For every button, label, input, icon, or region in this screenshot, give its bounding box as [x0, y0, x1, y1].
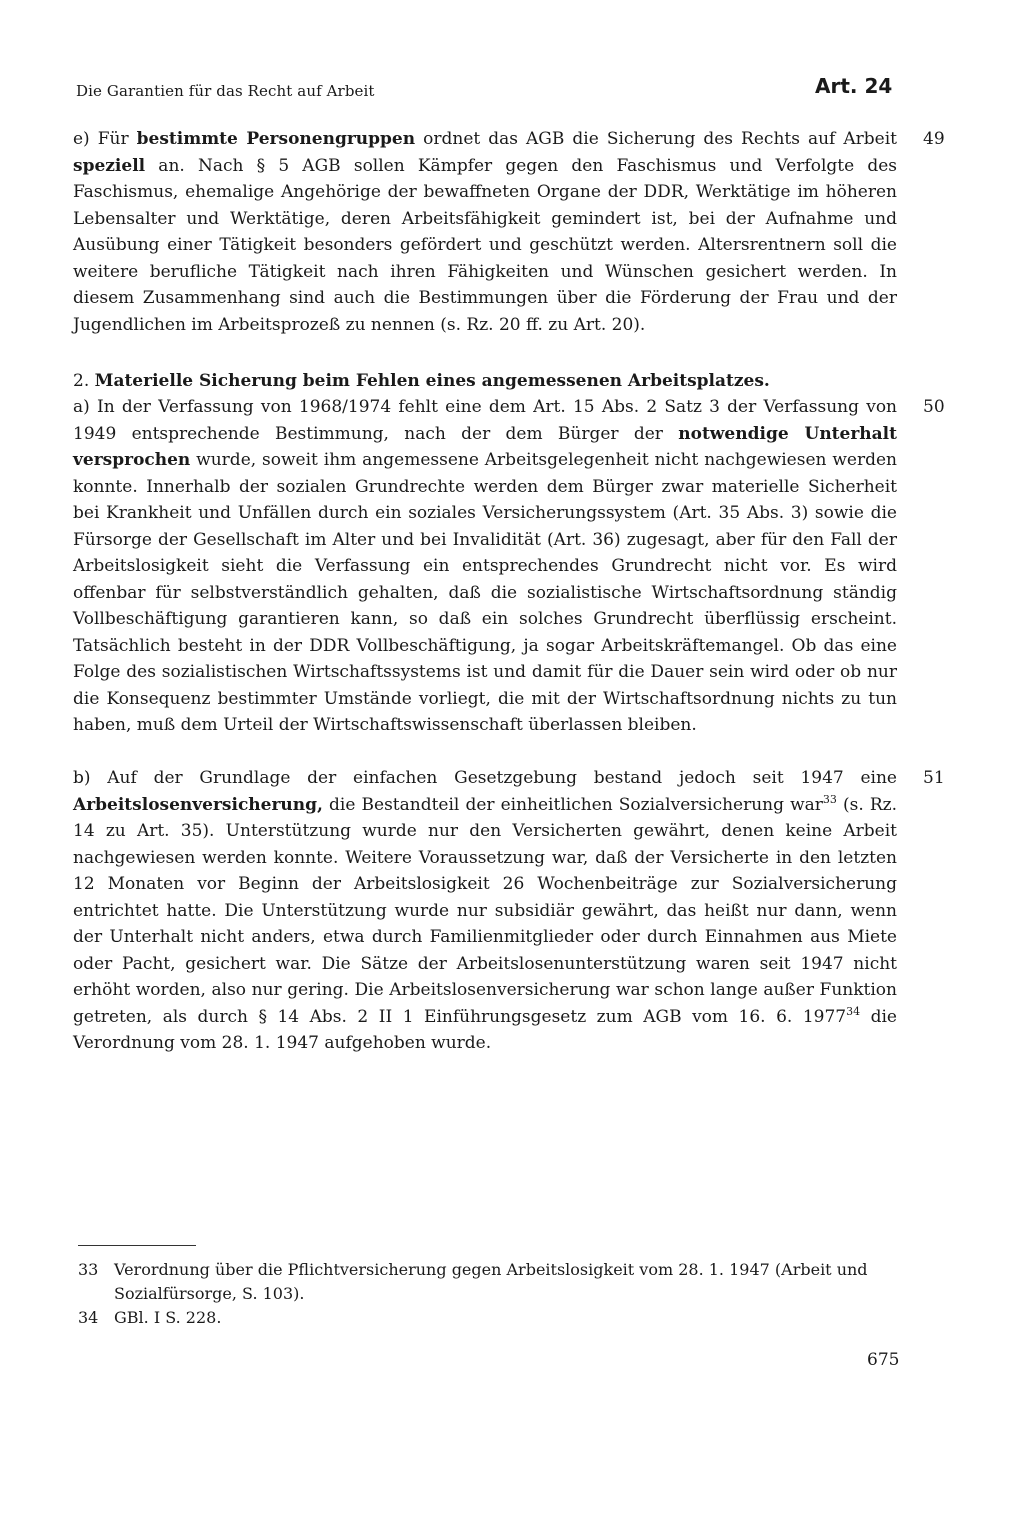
text-run: ordnet das AGB die Sicherung des Rechts auf Arbeit [415, 129, 897, 149]
article-label: Art. 24 [815, 74, 893, 98]
footnote-text: Verordnung über die Pflichtversicherung gegen Arbeitslosigkeit vom 28. 1. 1947 (Arbeit und Sozialfürsorge, S. 103). [114, 1260, 868, 1303]
bold-run: notwendige Unterhalt versprochen [73, 423, 897, 470]
footnote-number: 34 [78, 1308, 99, 1327]
footnote-ref-34: 34 [846, 1004, 861, 1018]
text-run: a) In der Verfassung von 1968/1974 fehlt eine dem Art. 15 Abs. 2 Satz 3 der Verfassung von 1949 entsprechende Bestimmung, nach der dem Bürger der [73, 397, 897, 444]
page-number: 675 [867, 1350, 900, 1370]
footnote-divider [78, 1245, 196, 1246]
bold-run: bestimmte Personengruppen [136, 129, 416, 149]
bold-run: Arbeitslosenversicherung, [73, 794, 323, 815]
paragraph-e [73, 126, 897, 338]
section-heading [73, 368, 897, 395]
margin-number-50: 50 [923, 397, 945, 417]
text-run: e) Für [73, 129, 137, 149]
heading-number: 2. [73, 371, 95, 391]
bold-run: speziell [73, 155, 146, 176]
footnote-text: GBl. I S. 228. [114, 1308, 222, 1327]
heading-title: Materielle Sicherung beim Fehlen eines angemessenen Arbeitsplatzes. [94, 371, 770, 391]
paragraph-a [73, 394, 897, 739]
footnote [78, 1306, 906, 1330]
text-run: b) Auf der Grundlage der einfachen Gesetzgebung bestand jedoch seit 1947 eine [73, 768, 897, 788]
text-run: die Verordnung vom 28. 1. 1947 aufgehoben wurde. [73, 1006, 897, 1053]
text-run: die Bestandteil der einheitlichen Sozialversicherung war [322, 794, 823, 815]
text-run: (s. Rz. 14 zu Art. 35). Unterstützung wurde nur den Versicherten gewährt, denen keine Arbeit nachgewiesen werden konnte. Weitere Voraussetzung war, daß der Versicherte in den letzten 12 Monaten vor Beginn der Arbeitslosigkeit 26 Wochenbeiträge zur Sozialversicherung entrichtet hatte. Die Unterstützung wurde nur subsidiär gewährt, das heißt nur dann, wenn der Unterhalt nicht anders, etwa durch Familienmitglieder oder durch Einnahmen aus Miete oder Pacht, gesichert war. Die Sätze der Arbeitslosenunterstützung waren seit 1947 nicht erhöht worden, also nur gering. Die Arbeitslosenversicherung war schon lange außer Funktion getreten, als durch § 14 Abs. 2 II 1 Einführungsgesetz zum AGB vom 16. 6. 1977 [73, 794, 897, 1027]
text-run: wurde, soweit ihm angemessene Arbeitsgelegenheit nicht nachgewiesen werden konnte. Innerhalb der sozialen Grundrechte werden dem Bürger zwar materielle Sicherheit bei Krankheit und Unfällen durch ein soziales Versicherungssystem (Art. 35 Abs. 3) sowie die Fürsorge der Gesellschaft im Alter und bei Invalidität (Art. 36) zugesagt, aber für den Fall der Arbeitslosigkeit sieht die Verfassung ein entsprechendes Grundrecht nicht vor. Es wird offenbar für selbstverständlich gehalten, daß die sozialistische Wirtschaftsordnung ständig Vollbeschäftigung garantieren kann, so daß ein solches Grundrecht überflüssig erscheint. Tatsächlich besteht in der DDR Vollbeschäftigung, ja sogar Arbeitskräftemangel. Ob das eine Folge des sozialistischen Wirtschaftssystems ist und damit für die Dauer sein wird oder ob nur die Konsequenz bestimmter Umstände vorliegt, die mit der Wirtschaftsordnung nichts zu tun haben, muß dem Urteil der Wirtschaftswissenschaft überlassen bleiben. [73, 450, 897, 735]
footnotes [78, 1258, 906, 1330]
margin-number-49: 49 [923, 129, 945, 149]
footnote-number: 33 [78, 1260, 99, 1279]
running-title: Die Garantien für das Recht auf Arbeit [76, 82, 375, 100]
margin-number-51: 51 [923, 768, 945, 788]
paragraph-b [73, 765, 897, 1057]
text-run: an. Nach § 5 AGB sollen Kämpfer gegen den Faschismus und Verfolgte des Faschismus, ehemalige Angehörige der bewaffneten Organe der DDR, Werktätige im höheren Lebensalter und Werktätige, deren Arbeitsfähigkeit gemindert ist, bei der Aufnahme und Ausübung einer Tätigkeit besonders gefördert und geschützt werden. Altersrentnern soll die weitere berufliche Tätigkeit nach ihren Fähigkeiten und Wünschen gesichert werden. In diesem Zusammenhang sind auch die Bestimmungen über die Förderung der Frau und der Jugendlichen im Arbeitsprozeß zu nennen (s. Rz. 20 ff. zu Art. 20). [73, 155, 897, 335]
footnote [78, 1258, 906, 1306]
footnote-ref-33: 33 [822, 792, 837, 806]
